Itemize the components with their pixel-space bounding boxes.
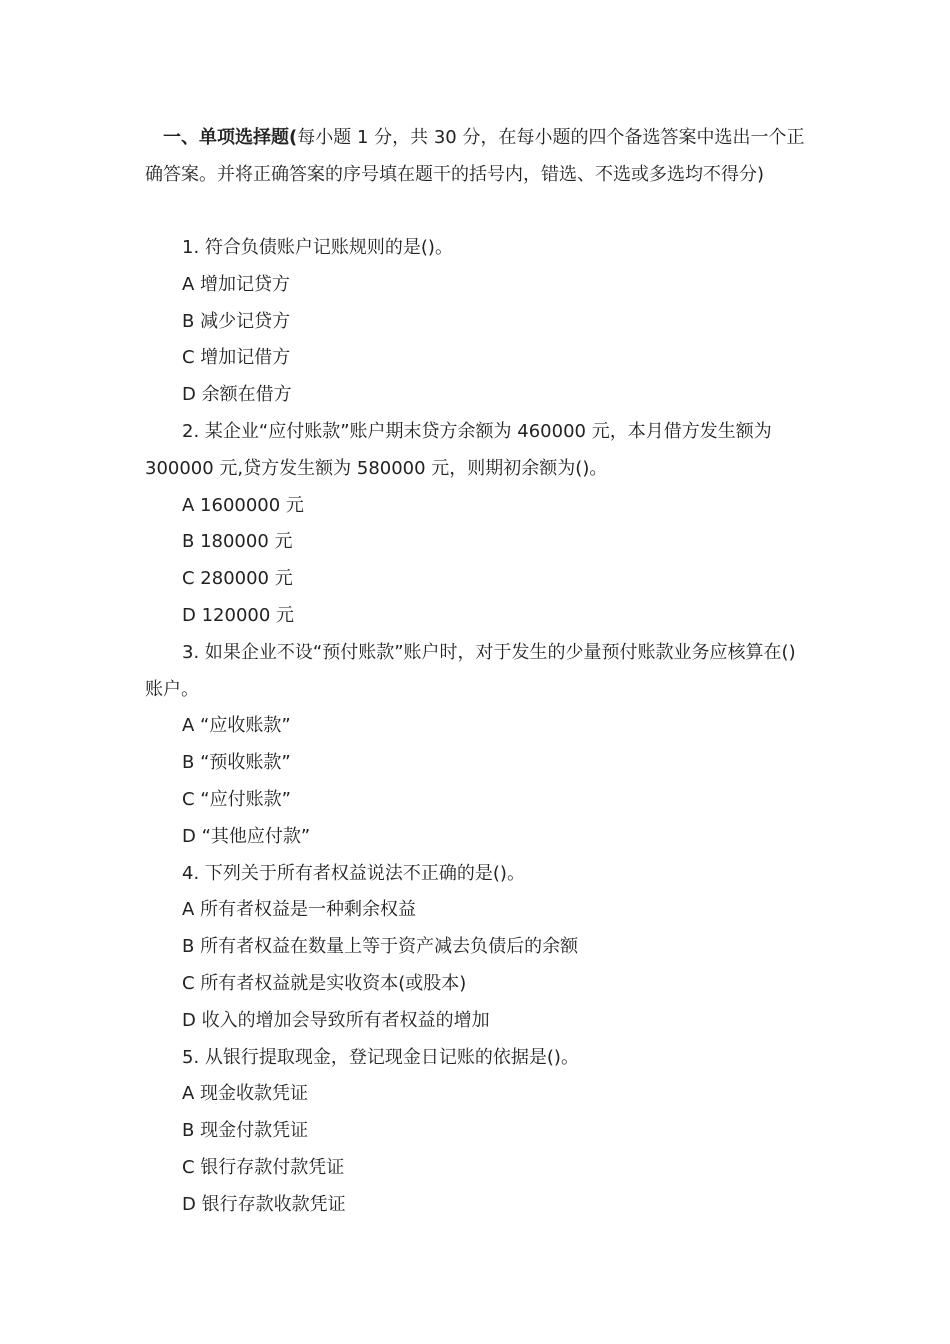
answer-option: B 所有者权益在数量上等于资产减去负债后的余额 [182,936,579,958]
answer-option: B 180000 元 [182,531,293,553]
answer-option: D “其他应付款” [182,825,311,847]
answer-option: A 现金收款凭证 [182,1083,309,1105]
answer-option: C 所有者权益就是实收资本(或股本) [182,972,467,994]
question-stem: 5. 从银行提取现金，登记现金日记账的依据是()。 [182,1046,579,1068]
answer-option: A 增加记贷方 [182,273,291,295]
answer-option: B “预收账款” [182,752,291,774]
question-list [145,230,810,1224]
answer-option: C 增加记借方 [182,347,291,369]
section-heading-instructions: 每小题 1 分，共 30 分，在每小题的四个备选答案中选出一个正确答案。并将正确答案的序号填在题干的括号内，错选、不选或多选均不得分) [145,127,805,185]
answer-option: D 余额在借方 [182,384,292,406]
answer-option: A “应收账款” [182,715,291,737]
question-stem: 2. 某企业“应付账款”账户期末贷方余额为 460000 元，本月借方发生额为 300000 元,贷方发生额为 580000 元，则期初余额为()。 [145,420,772,479]
question-stem: 4. 下列关于所有者权益说法不正确的是()。 [182,862,525,884]
answer-option: C 280000 元 [182,568,293,590]
answer-option: C “应付账款” [182,788,291,810]
answer-option: B 减少记贷方 [182,310,291,332]
answer-option: B 现金付款凭证 [182,1120,309,1142]
section-heading [145,119,810,193]
answer-option: C 银行存款付款凭证 [182,1156,345,1178]
answer-option: D 收入的增加会导致所有者权益的增加 [182,1009,490,1031]
question-stem: 1. 符合负债账户记账规则的是()。 [182,237,453,258]
answer-option: A 1600000 元 [182,494,304,516]
answer-option: D 120000 元 [182,604,295,626]
section-heading-title: 一、单项选择题( [163,127,298,148]
question-stem: 3. 如果企业不设“预付账款”账户时，对于发生的少量预付账款业务应核算在()账户。 [145,641,796,700]
answer-option: A 所有者权益是一种剩余权益 [182,899,417,921]
answer-option: D 银行存款收款凭证 [182,1193,346,1215]
